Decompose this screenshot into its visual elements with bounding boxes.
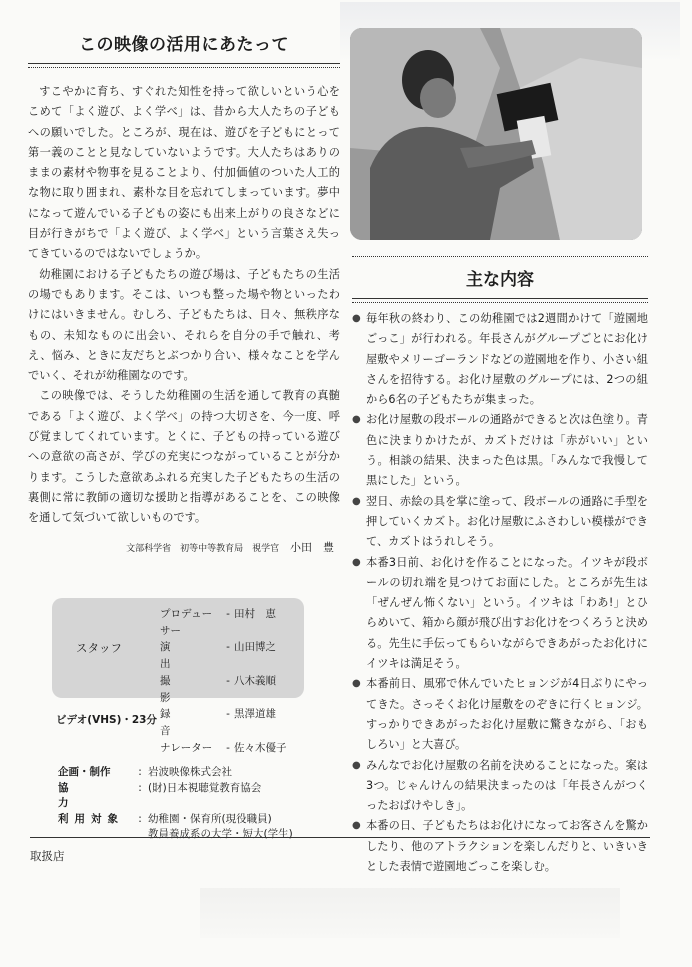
staff-name: 黒澤道雄 (234, 708, 276, 721)
title-rule (352, 298, 648, 299)
credit-separator: : (138, 766, 142, 778)
staff-role: 録音 (160, 708, 201, 737)
credits (58, 765, 293, 843)
signature-affiliation: 文部科学省 初等中等教育局 視学官 (126, 543, 280, 554)
staff-name: 佐々木優子 (234, 741, 287, 754)
staff-name: 田村 恵 (234, 608, 276, 620)
left-column (28, 30, 340, 555)
list-item (352, 410, 648, 491)
bullet-icon: ● (352, 313, 361, 324)
paragraph: 幼稚園における子どもたちの遊び場は、子どもたちの生活の場でもあります。そこは、いつも整った場や物といったわけにはいきません。むしろ、子どもたちは、日々、無秩序なもの、未知なものに出会い、それらを自分の手で触れ、考え、悩み、ときに友だちとぶつかり合い、様々なことを学んでいく、それが幼稚園なのです。 (28, 267, 340, 383)
staff-separator: - (226, 641, 230, 654)
credit-value: (財)日本視聴覚教育協会 (148, 781, 262, 794)
credit-value: 幼稚園・保育所(現役職員) (148, 812, 272, 825)
contents-list (352, 309, 648, 877)
staff-role: ナレーター (160, 741, 213, 754)
staff-role: 演出 (160, 641, 201, 671)
title-rule-dotted (352, 302, 648, 303)
staff-label: スタッフ (76, 641, 122, 655)
staff-row (160, 673, 287, 706)
credit-value: 教員養成系の大学・短大(学生) (148, 828, 293, 840)
staff-list (160, 606, 287, 756)
usage-body (28, 82, 340, 529)
bullet-icon: ● (352, 495, 361, 507)
bullet-icon: ● (352, 556, 361, 568)
staff-row (160, 606, 287, 639)
list-item (352, 492, 648, 553)
credit-separator: : (138, 781, 142, 794)
bullet-icon: ● (352, 759, 361, 771)
list-item (352, 816, 648, 877)
photo-child-painting (350, 28, 642, 240)
title-rule (28, 63, 340, 64)
list-item-text: 本番の日、子どもたちはお化けになってお客さんを驚かしたり、他のアトラクションを楽しんだりと、いきいきとした表情で遊園地ごっこを楽しむ。 (366, 819, 648, 874)
list-item (352, 756, 648, 817)
handler-label: 取扱店 (30, 849, 65, 863)
video-format: ビデオ(VHS)・23分 (56, 714, 157, 726)
staff-role: プロデューサー (160, 608, 213, 637)
title-rule-dotted (28, 67, 340, 68)
credit-label: 企画・制作 (58, 766, 111, 778)
signature (28, 539, 340, 555)
paragraph: この映像では、そうした幼稚園の生活を通して教育の真髄である「よく遊び、よく学べ」の持つ大切さを、今一度、呼び覚ましてくれています。とくに、子どもの持っている遊びへの意欲の高さが、学びの充実につながっていることが分かります。こうした意欲あふれる充実した子どもたちの生活の裏側に常に教師の適切な援助と指導があることを、この映像を通して気づいて欲しいものです。 (28, 389, 340, 525)
staff-name: 山田博之 (234, 641, 276, 654)
list-item (352, 553, 648, 675)
staff-separator: - (226, 608, 230, 620)
credit-separator: : (138, 812, 142, 825)
right-column (352, 256, 648, 877)
list-item (352, 674, 648, 755)
credit-row (58, 765, 293, 781)
paragraph: すこやかに育ち、すぐれた知性を持って欲しいという心をこめて「よく遊び、よく学べ」は、昔から大人たちの子どもへの願いでした。ところが、現在は、遊びを子どもにとって第一義のことと見なしていないようです。大人たちはありのままの素材や物事を見ることより、付加価値のついた人工的な物に取り囲まれ、素朴な目を忘れてしまっています。夢中になって遊んでいる子どもの姿にも出来上がりの良さなどに目が行きがちで「よく遊び、よく学べ」という言葉さえ失ってきているのではないでしょうか。 (28, 85, 340, 261)
list-item (352, 309, 648, 410)
title-rule-dotted (352, 256, 648, 257)
credit-value: 岩波映像株式会社 (148, 766, 232, 778)
bullet-icon: ● (352, 414, 361, 426)
list-item-text: みんなでお化け屋敷の名前を決めることになった。案は3つ。じゃんけんの結果決まったのは「年長さんがつくったおばけやしき」。 (366, 758, 648, 813)
credit-row (58, 781, 293, 812)
list-item-text: 本番3日前、お化けを作ることになった。イツキが段ボールの切れ端を見つけてお面にした。ところが先生は「ぜんぜん怖くない」という。イツキは「わあ!」とひらめいて、箱から顔が飛び出すお化けをつくろうと決める。先生に手伝ってもらいながらできあがったお化けにイツキは満足そう。 (366, 555, 648, 671)
staff-row (160, 706, 287, 739)
list-item-text: 翌日、赤絵の具を掌に塗って、段ボールの通路に手型を押していくカズト。お化け屋敷にふさわしい模様ができて、カズトはうれしそう。 (366, 494, 648, 549)
staff-separator: - (226, 674, 230, 687)
bullet-icon: ● (352, 678, 361, 690)
signature-name: 小田 豊 (290, 540, 334, 554)
staff-row (160, 740, 287, 757)
list-item-text: お化け屋敷の段ボールの通路ができると次は色塗り。青色に決まりかけたが、カズトだけは「赤がいい」という。相談の結果、決まった色は黒。「みんなで我慢して黒にした」という。 (366, 413, 648, 488)
list-item-text: 本番前日、風邪で休んでいたヒョンジが4日ぶりにやってきた。さっそくお化け屋敷をのぞきに行くヒョンジ。すっかりできあがったお化け屋敷に驚きながら、「おもしろい」と大喜び。 (366, 677, 648, 752)
staff-separator: - (226, 708, 230, 721)
bullet-icon: ● (352, 820, 361, 832)
section-title-usage: この映像の活用にあたって (79, 35, 289, 55)
bleed-through-bottom (200, 888, 620, 938)
credit-label: 利用対象 (58, 812, 124, 825)
staff-separator: - (226, 741, 230, 754)
credit-values (148, 781, 261, 812)
staff-role: 撮影 (160, 674, 201, 704)
staff-row (160, 639, 287, 672)
credit-values (148, 765, 232, 781)
staff-name: 八木義順 (234, 674, 276, 687)
list-item-text: 毎年秋の終わり、この幼稚園では2週間かけて「遊園地ごっこ」が行われる。年長さんがグループごとにお化け屋敷やメリーゴーランドなどの遊園地を作り、小さい組さんを招待する。お化け屋敷のグループには、2つの組から6名の子どもたちが集まった。 (366, 312, 648, 407)
credit-label: 協力 (58, 781, 113, 809)
photo-illustration (350, 28, 642, 240)
section-title-contents: 主な内容 (466, 270, 534, 290)
